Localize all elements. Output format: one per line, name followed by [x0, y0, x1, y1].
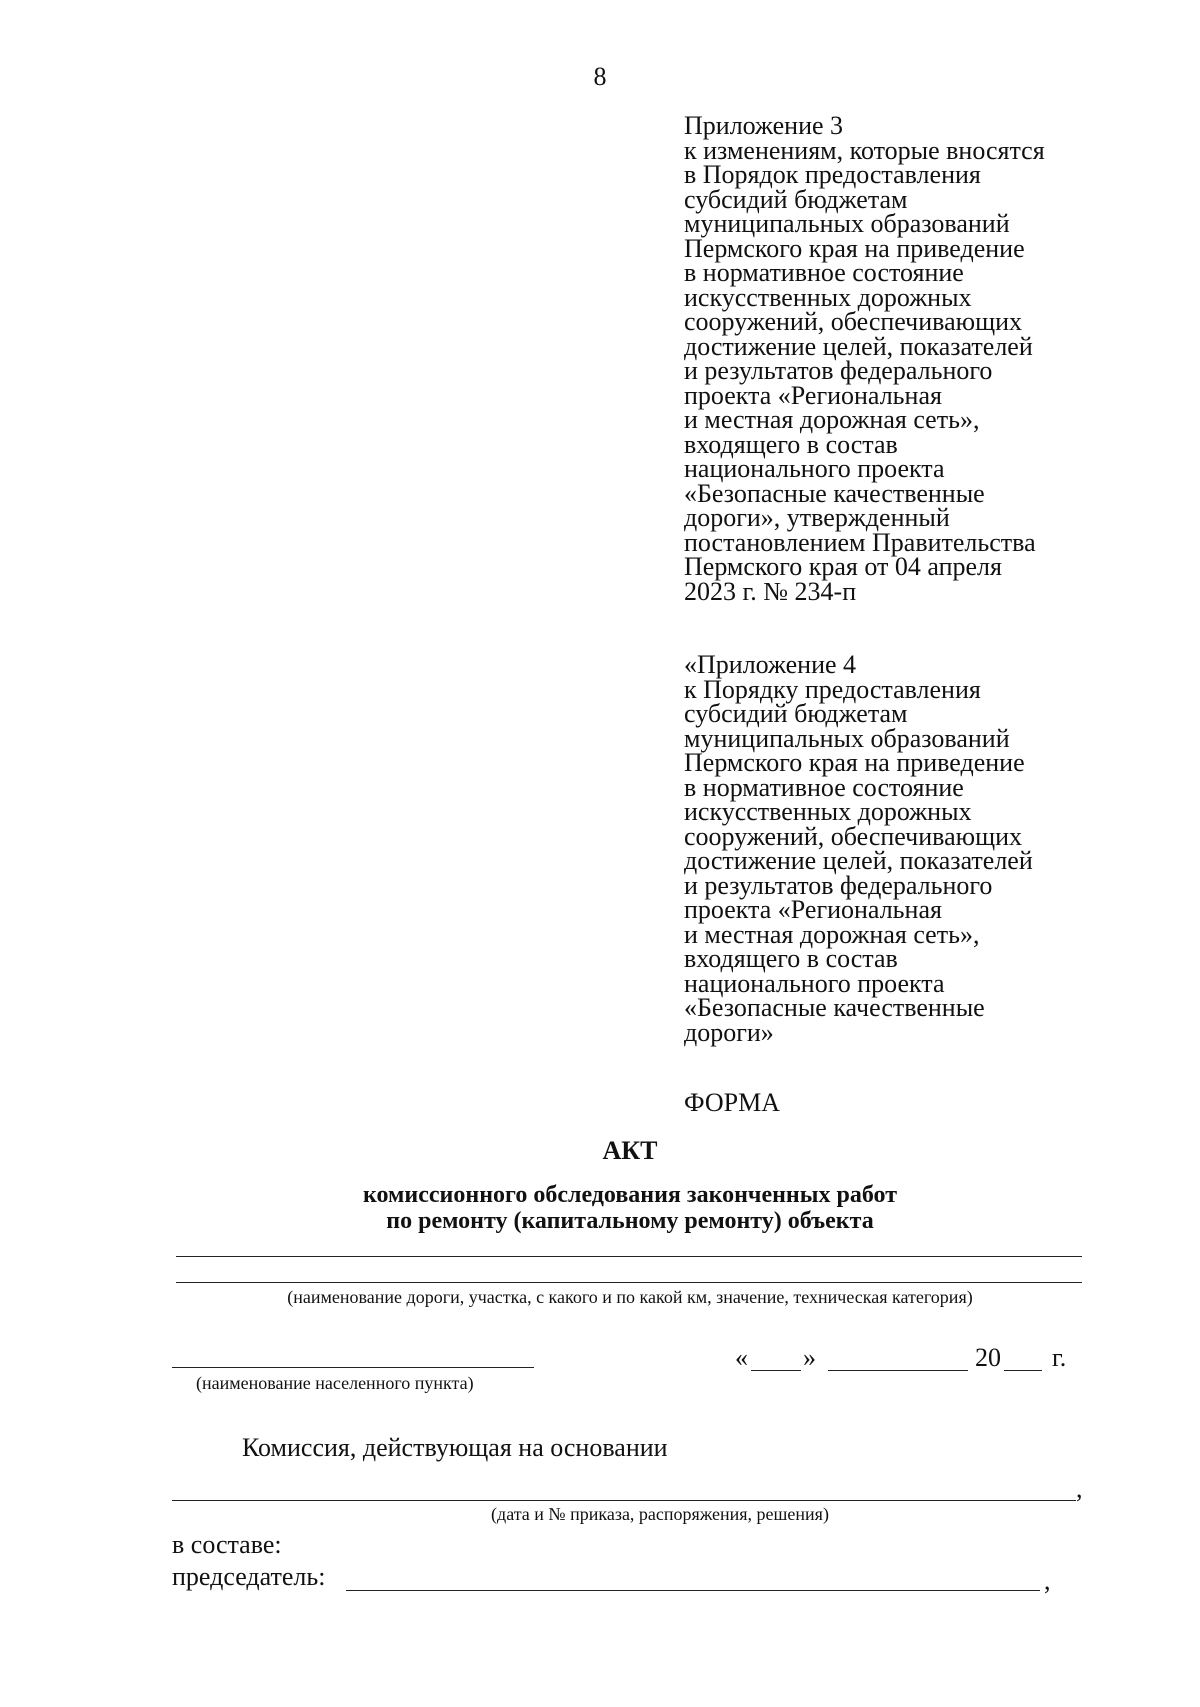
act-subtitle: комиссионного обследования законченных работ по ремонту (капитальному ремонту) объекта — [363, 1182, 897, 1234]
road-name-line-1 — [176, 1256, 1082, 1257]
appendix-3-header: Приложение 3 к изменениям, которые вносятся в Порядок предоставления субсидий бюджетам муниципальных образований Пермского края на приведение в нормативное состояние искусственных дорожных сооружений, обеспечивающих достижение целей, показателей и результатов федерального проекта «Региональная и местная дорожная сеть», входящего в состав национального проекта «Безопасные качественные дороги», утвержденный постановлением Правительства Пермского края от 04 апреля 2023 г. № 234-п — [684, 111, 1045, 606]
form-label: ФОРМА — [684, 1088, 780, 1117]
order-caption: (дата и № приказа, распоряжения, решения) — [491, 1504, 829, 1524]
settlement-caption: (наименование населенного пункта) — [196, 1373, 474, 1393]
commission-intro: Комиссия, действующая на основании — [242, 1433, 668, 1462]
date-year-line — [1004, 1370, 1042, 1371]
date-close-quote: » — [803, 1343, 816, 1372]
act-title: АКТ — [602, 1136, 658, 1165]
date-day-line — [751, 1370, 801, 1371]
date-year-prefix: 20 — [975, 1343, 1001, 1372]
road-name-caption: (наименование дороги, участка, с какого и по какой км, значение, техническая категория) — [287, 1287, 973, 1307]
settlement-line — [172, 1367, 534, 1368]
date-month-line — [828, 1370, 968, 1371]
chairman-label: председатель: — [172, 1562, 326, 1591]
appendix-4-header: «Приложение 4 к Порядку предоставления субсидий бюджетам муниципальных образований Пермского края на приведение в нормативное состояние искусственных дорожных сооружений, обеспечивающих достижение целей, показателей и результатов федерального проекта «Региональная и местная дорожная сеть», входящего в состав национального проекта «Безопасные качественные дороги» — [684, 650, 1033, 1047]
chairman-line-comma: , — [1044, 1566, 1051, 1595]
date-year-suffix: г. — [1052, 1343, 1067, 1372]
composition-label: в составе: — [172, 1530, 282, 1559]
order-line-comma: , — [1076, 1474, 1083, 1503]
date-open-quote: « — [735, 1343, 748, 1372]
chairman-line — [346, 1590, 1040, 1591]
road-name-line-2 — [176, 1282, 1082, 1283]
page-number: 8 — [593, 62, 607, 91]
order-line — [172, 1500, 1076, 1501]
